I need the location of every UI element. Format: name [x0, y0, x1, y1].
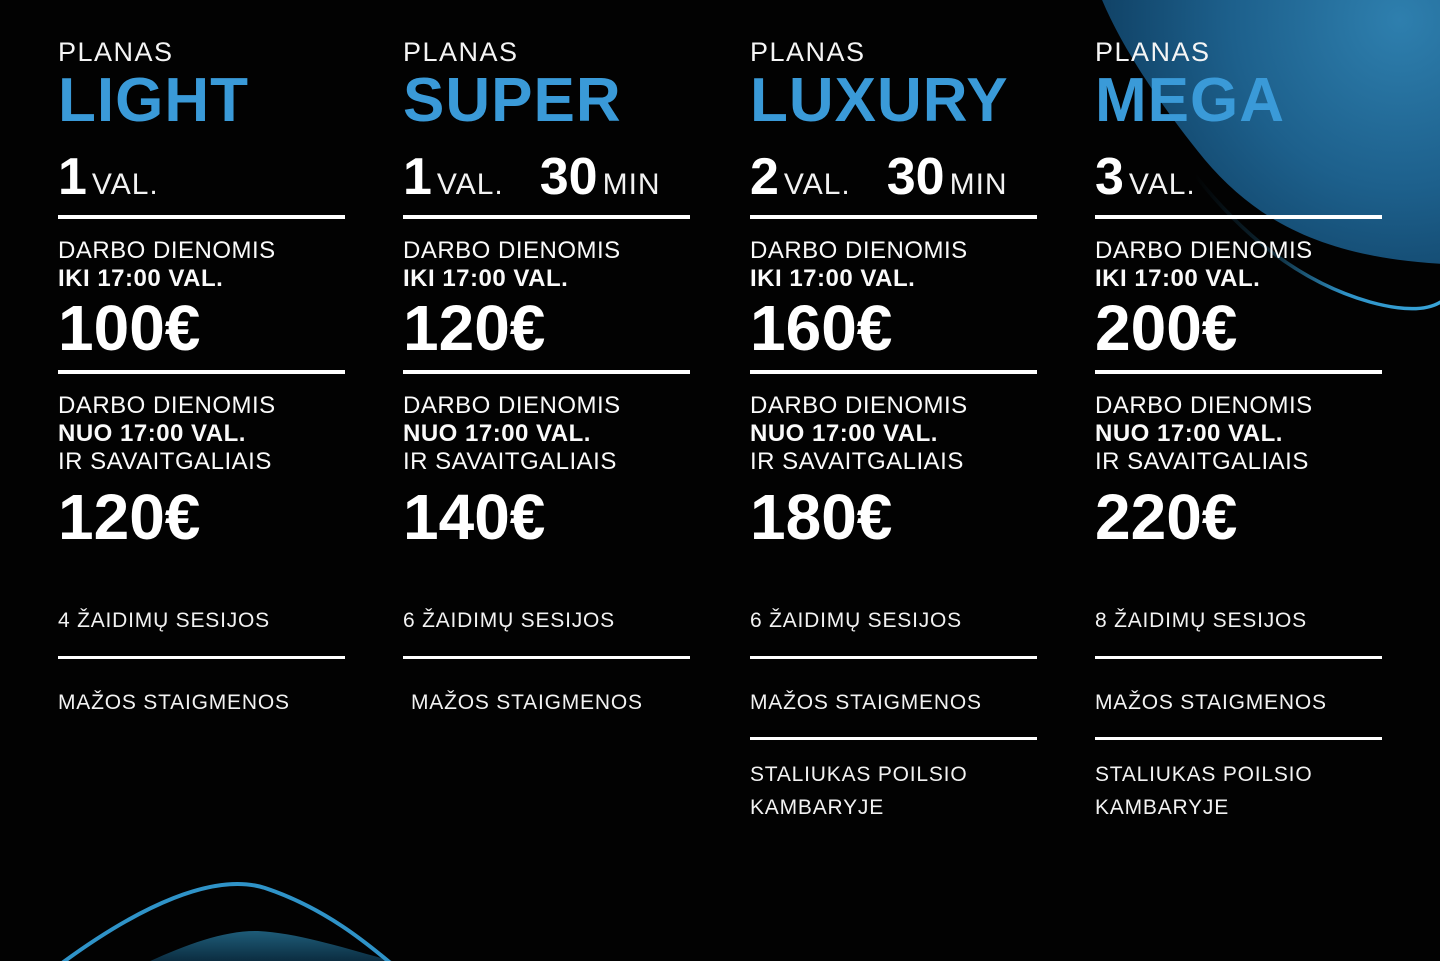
sessions-label: 6 ŽAIDIMŲ SESIJOS: [750, 609, 962, 633]
plan-kicker: PLANAS: [750, 37, 866, 67]
price-day-label: DARBO DIENOMIS: [1095, 237, 1313, 265]
price-evening-value: 180€: [750, 480, 893, 553]
plan-card-mega: [1095, 0, 1387, 824]
divider: [403, 370, 690, 374]
divider: [1095, 370, 1382, 374]
price-evening-value: 120€: [58, 480, 201, 553]
divider: [403, 656, 690, 659]
duration-hours: 1: [58, 148, 87, 207]
plan-kicker: PLANAS: [58, 37, 174, 67]
plan-card-luxury: [750, 0, 1042, 824]
plan-name: LUXURY: [750, 66, 1009, 136]
divider: [58, 656, 345, 659]
price-evening-sublabel: NUO 17:00 VAL.: [58, 419, 246, 447]
price-day-sublabel: IKI 17:00 VAL.: [403, 265, 569, 293]
plan-duration: [750, 148, 1042, 207]
divider: [750, 370, 1037, 374]
price-evening-label: DARBO DIENOMIS: [750, 391, 968, 419]
price-evening-sublabel: NUO 17:00 VAL.: [750, 419, 938, 447]
price-day-sublabel: IKI 17:00 VAL.: [1095, 265, 1261, 293]
divider: [1095, 215, 1382, 219]
plan-kicker: PLANAS: [1095, 37, 1211, 67]
divider: [750, 215, 1037, 219]
plan-card-light: [58, 0, 350, 719]
plan-name: SUPER: [403, 66, 622, 136]
duration-hours: 1: [403, 148, 432, 207]
price-day-label: DARBO DIENOMIS: [750, 237, 968, 265]
divider: [403, 215, 690, 219]
divider: [750, 656, 1037, 659]
price-day-value: 160€: [750, 292, 893, 365]
plan-card-super: [403, 0, 695, 719]
duration-minutes-unit: MIN: [949, 168, 1008, 202]
divider: [1095, 737, 1382, 740]
duration-hours: 3: [1095, 148, 1124, 207]
sessions-label: 6 ŽAIDIMŲ SESIJOS: [403, 609, 615, 633]
price-day-label: DARBO DIENOMIS: [58, 237, 276, 265]
divider: [58, 215, 345, 219]
table-perk-label: STALIUKAS POILSIO KAMBARYJE: [1095, 763, 1313, 820]
price-day-sublabel: IKI 17:00 VAL.: [750, 265, 916, 293]
duration-minutes: 30: [539, 148, 598, 207]
price-day-label: DARBO DIENOMIS: [403, 237, 621, 265]
surprises-perk-label: MAŽOS STAIGMENOS: [750, 691, 982, 715]
duration-minutes: 30: [886, 148, 945, 207]
price-day-sublabel: IKI 17:00 VAL.: [58, 265, 224, 293]
price-evening-value: 140€: [403, 480, 546, 553]
price-evening-label: DARBO DIENOMIS: [1095, 391, 1313, 419]
surprises-perk-label: MAŽOS STAIGMENOS: [1095, 691, 1327, 715]
sessions-label: 4 ŽAIDIMŲ SESIJOS: [58, 609, 270, 633]
price-day-value: 120€: [403, 292, 546, 365]
price-evening-value: 220€: [1095, 480, 1238, 553]
price-day-value: 100€: [58, 292, 201, 365]
price-evening-label: DARBO DIENOMIS: [58, 391, 276, 419]
price-evening-label: DARBO DIENOMIS: [403, 391, 621, 419]
plan-duration: [58, 148, 350, 207]
duration-minutes-unit: MIN: [602, 168, 661, 202]
plan-name: LIGHT: [58, 66, 249, 136]
divider: [1095, 656, 1382, 659]
sessions-label: 8 ŽAIDIMŲ SESIJOS: [1095, 609, 1307, 633]
divider: [750, 737, 1037, 740]
duration-hours-unit: VAL.: [783, 168, 851, 202]
plan-name: MEGA: [1095, 66, 1285, 136]
duration-hours: 2: [750, 148, 779, 207]
price-evening-sublabel: NUO 17:00 VAL.: [403, 419, 591, 447]
surprises-perk-label: MAŽOS STAIGMENOS: [411, 691, 643, 715]
plan-duration: [1095, 148, 1387, 207]
price-evening-sublabel2: IR SAVAITGALIAIS: [750, 447, 964, 475]
table-perk-label: STALIUKAS POILSIO KAMBARYJE: [750, 763, 968, 820]
duration-hours-unit: VAL.: [91, 168, 159, 202]
price-day-value: 200€: [1095, 292, 1238, 365]
price-evening-sublabel2: IR SAVAITGALIAIS: [58, 447, 272, 475]
plan-duration: [403, 148, 695, 207]
plan-kicker: PLANAS: [403, 37, 519, 67]
duration-hours-unit: VAL.: [1128, 168, 1196, 202]
surprises-perk-label: MAŽOS STAIGMENOS: [58, 691, 290, 715]
price-evening-sublabel2: IR SAVAITGALIAIS: [1095, 447, 1309, 475]
duration-hours-unit: VAL.: [436, 168, 504, 202]
divider: [58, 370, 345, 374]
price-evening-sublabel: NUO 17:00 VAL.: [1095, 419, 1283, 447]
price-evening-sublabel2: IR SAVAITGALIAIS: [403, 447, 617, 475]
